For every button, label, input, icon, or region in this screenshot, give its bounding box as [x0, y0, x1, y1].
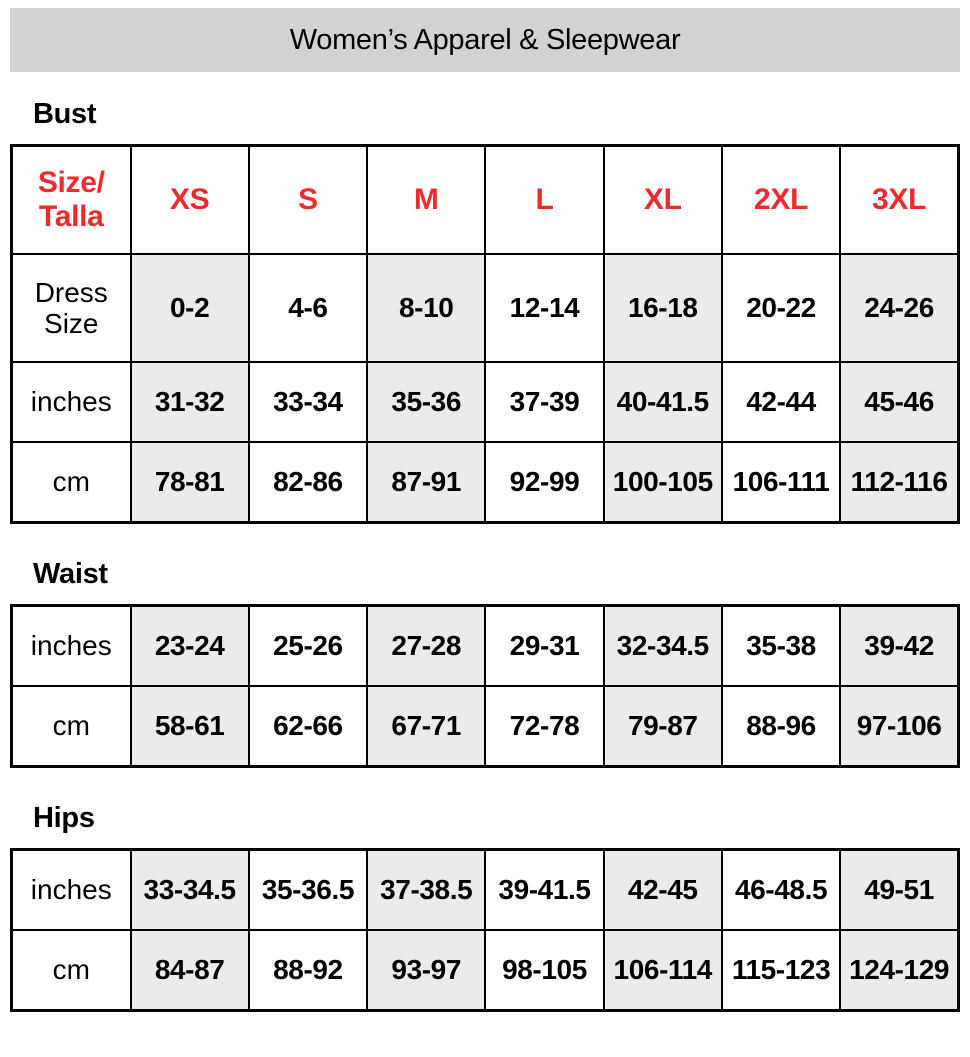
- size-label-line1: Size/: [37, 165, 105, 199]
- size-value-cell: 87-91: [367, 442, 485, 523]
- size-value-cell: 100-105: [604, 442, 722, 523]
- size-header-cell-m: M: [367, 146, 485, 255]
- section-waist: [0, 558, 970, 768]
- size-value-cell: 88-96: [722, 686, 840, 767]
- size-value-cell: 16-18: [604, 254, 722, 362]
- row-label-cell: inches: [12, 606, 131, 687]
- size-value-cell: 45-46: [840, 362, 958, 442]
- hips-inches-row: [12, 850, 959, 931]
- section-heading-hips: Hips: [33, 802, 95, 834]
- size-value-cell: 40-41.5: [604, 362, 722, 442]
- page-title: Women’s Apparel & Sleepwear: [289, 23, 681, 56]
- size-value-cell: 39-41.5: [485, 850, 603, 931]
- bust-inches-row: [12, 362, 959, 442]
- size-value-cell: 58-61: [131, 686, 249, 767]
- size-header-row: [12, 146, 959, 255]
- size-value-cell: 124-129: [840, 930, 958, 1011]
- size-value-cell: 20-22: [722, 254, 840, 362]
- size-value-cell: 115-123: [722, 930, 840, 1011]
- size-value-cell: 23-24: [131, 606, 249, 687]
- section-heading-waist: Waist: [33, 558, 108, 590]
- size-value-cell: 27-28: [367, 606, 485, 687]
- size-value-cell: 92-99: [485, 442, 603, 523]
- size-value-cell: 67-71: [367, 686, 485, 767]
- hips-cm-row: [12, 930, 959, 1011]
- size-value-cell: 35-38: [722, 606, 840, 687]
- size-value-cell: 49-51: [840, 850, 958, 931]
- size-value-cell: 84-87: [131, 930, 249, 1011]
- size-value-cell: 82-86: [249, 442, 367, 523]
- size-value-cell: 62-66: [249, 686, 367, 767]
- size-header-cell-xl: XL: [604, 146, 722, 255]
- size-value-cell: 42-45: [604, 850, 722, 931]
- row-label-cell: inches: [12, 850, 131, 931]
- bust-dress-size-row: [12, 254, 959, 362]
- size-value-cell: 42-44: [722, 362, 840, 442]
- size-header-cell-s: S: [249, 146, 367, 255]
- size-value-cell: 24-26: [840, 254, 958, 362]
- row-label-cell: cm: [12, 442, 131, 523]
- size-value-cell: 12-14: [485, 254, 603, 362]
- size-header-cell-2xl: 2XL: [722, 146, 840, 255]
- section-hips: [0, 802, 970, 1012]
- size-value-cell: 37-38.5: [367, 850, 485, 931]
- row-label-cell: Dress Size: [12, 254, 131, 362]
- size-value-cell: 93-97: [367, 930, 485, 1011]
- size-value-cell: 35-36: [367, 362, 485, 442]
- size-header-label-cell: [12, 146, 131, 255]
- bust-cm-row: [12, 442, 959, 523]
- size-value-cell: 33-34: [249, 362, 367, 442]
- section-heading-bust: Bust: [33, 98, 97, 130]
- size-header-cell-l: L: [485, 146, 603, 255]
- size-value-cell: 78-81: [131, 442, 249, 523]
- size-value-cell: 88-92: [249, 930, 367, 1011]
- waist-table: [10, 604, 960, 768]
- size-value-cell: 39-42: [840, 606, 958, 687]
- title-bar: [10, 8, 960, 72]
- waist-cm-row: [12, 686, 959, 767]
- section-bust: [0, 98, 970, 524]
- size-value-cell: 79-87: [604, 686, 722, 767]
- size-header-cell-xs: XS: [131, 146, 249, 255]
- size-value-cell: 98-105: [485, 930, 603, 1011]
- size-header-cell-3xl: 3XL: [840, 146, 958, 255]
- size-value-cell: 32-34.5: [604, 606, 722, 687]
- size-label-line2: Talla: [38, 200, 104, 233]
- size-value-cell: 35-36.5: [249, 850, 367, 931]
- size-value-cell: 112-116: [840, 442, 958, 523]
- size-value-cell: 8-10: [367, 254, 485, 362]
- size-value-cell: 97-106: [840, 686, 958, 767]
- size-value-cell: 37-39: [485, 362, 603, 442]
- size-value-cell: 29-31: [485, 606, 603, 687]
- bust-table: [10, 144, 960, 524]
- size-value-cell: 4-6: [249, 254, 367, 362]
- waist-inches-row: [12, 606, 959, 687]
- size-value-cell: 33-34.5: [131, 850, 249, 931]
- row-label-cell: cm: [12, 686, 131, 767]
- size-value-cell: 72-78: [485, 686, 603, 767]
- size-value-cell: 31-32: [131, 362, 249, 442]
- size-value-cell: 106-111: [722, 442, 840, 523]
- row-label-cell: cm: [12, 930, 131, 1011]
- size-value-cell: 0-2: [131, 254, 249, 362]
- size-value-cell: 25-26: [249, 606, 367, 687]
- size-value-cell: 106-114: [604, 930, 722, 1011]
- row-label-cell: inches: [12, 362, 131, 442]
- size-value-cell: 46-48.5: [722, 850, 840, 931]
- hips-table: [10, 848, 960, 1012]
